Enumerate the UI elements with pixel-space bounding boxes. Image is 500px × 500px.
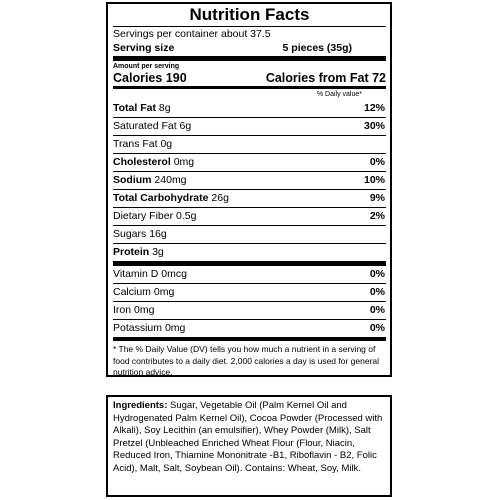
serving-size-value: 5 pieces (35g) xyxy=(282,42,352,54)
nutrient-row xyxy=(113,226,386,244)
nutrient-amount: 8g xyxy=(158,102,171,114)
nutrient-row xyxy=(113,284,386,302)
nutrient-daily-value: 0% xyxy=(369,286,385,298)
nutrient-amount: 0mg xyxy=(153,286,175,298)
vitamin-list xyxy=(113,266,386,337)
nutrient-row xyxy=(113,244,386,261)
nutrient-daily-value: 12% xyxy=(363,102,385,114)
daily-value-footnote: * The % Daily Value (DV) tells you how much a nutrient in a serving of food contributes to a daily diet. 2,000 calories a day is used for general nutrition advice. xyxy=(113,344,380,377)
nutrient-row xyxy=(113,302,386,320)
nutrient-name: Trans Fat xyxy=(113,138,158,150)
daily-value-header: % Daily value* xyxy=(316,91,362,98)
nutrient-amount: 0.5g xyxy=(176,210,197,222)
nutrient-name-amount xyxy=(113,266,187,283)
nutrient-daily-value: 9% xyxy=(369,192,385,204)
nutrient-amount: 0mg xyxy=(134,304,155,316)
nutrient-row xyxy=(113,136,386,154)
nutrient-name: Vitamin D xyxy=(113,268,159,280)
nutrient-name-amount xyxy=(113,118,191,135)
nutrient-name-amount xyxy=(113,136,172,153)
nutrient-name: Iron xyxy=(113,304,132,316)
nutrient-name: Calcium xyxy=(113,286,151,298)
nutrient-row xyxy=(113,100,386,118)
nutrient-amount: 0mg xyxy=(164,322,186,334)
nutrition-facts-panel xyxy=(106,2,392,377)
serving-size-row xyxy=(113,41,386,55)
nutrient-name-amount xyxy=(113,226,167,243)
nutrient-row xyxy=(113,208,386,226)
nutrient-amount: 3g xyxy=(152,246,164,258)
nutrient-name-amount xyxy=(113,208,196,225)
nutrient-daily-value: 0% xyxy=(369,156,385,168)
nutrient-daily-value xyxy=(385,136,386,153)
nutrient-row xyxy=(113,266,386,284)
nutrient-daily-value: 2% xyxy=(369,210,385,222)
ingredients-panel xyxy=(106,395,392,497)
nutrient-amount: 0g xyxy=(160,138,173,150)
nutrient-name: Dietary Fiber xyxy=(113,210,174,222)
nutrient-row xyxy=(113,320,386,337)
nutrient-daily-value: 30% xyxy=(363,120,385,132)
nutrient-name-amount xyxy=(113,154,194,171)
calories-from-fat: Calories from Fat 72 xyxy=(265,71,386,85)
nutrient-daily-value: 10% xyxy=(363,174,385,186)
nutrient-daily-value: 0% xyxy=(369,322,385,334)
nutrient-name-amount xyxy=(113,100,171,117)
nutrient-amount: 0mg xyxy=(173,156,195,168)
servings-per-container: Servings per container about 37.5 xyxy=(113,28,271,40)
nutrient-name-amount xyxy=(113,302,154,319)
nutrient-daily-value xyxy=(385,226,386,243)
nutrient-list xyxy=(113,100,386,261)
calories-row xyxy=(113,71,386,86)
nutrient-name: Sugars xyxy=(113,228,147,240)
nutrient-row xyxy=(113,172,386,190)
nutrient-amount: 26g xyxy=(211,192,229,204)
nutrition-facts-title: Nutrition Facts xyxy=(189,5,310,24)
nutrient-amount: 240mg xyxy=(154,174,187,186)
nutrient-row xyxy=(113,154,386,172)
nutrient-name-amount xyxy=(113,172,187,189)
nutrient-amount: 0mcg xyxy=(161,268,187,280)
nutrient-name: Total Fat xyxy=(113,102,156,114)
amount-per-serving: Amount per serving xyxy=(113,63,180,70)
nutrient-name: Saturated Fat xyxy=(113,120,177,132)
nutrient-name: Cholesterol xyxy=(113,156,171,168)
nutrient-name-amount xyxy=(113,320,185,337)
nutrient-amount: 6g xyxy=(179,120,192,132)
calories: Calories 190 xyxy=(113,71,187,85)
ingredients-label: Ingredients: xyxy=(113,400,168,411)
nutrient-name: Total Carbohydrate xyxy=(113,192,209,204)
nutrient-name-amount xyxy=(113,284,174,301)
nutrient-row xyxy=(113,190,386,208)
nutrient-name-amount xyxy=(113,190,229,207)
ingredients-text: Sugar, Vegetable Oil (Palm Kernel Oil and Hydrogenated Palm Kernel Oil), Cocoa Powder (Processed with Alkali), Soy Lecithin (an emulsifier), Whey Powder (Milk), Salt Pretzel (Unbleached Enriched Wheat Flour (Flour, Niacin, Reduced Iron, Thiamine Mononitrate -B1, Riboflavin - B2, Folic Acid), Malt, Salt, Soybean Oil). Contains: Wheat, Soy, Milk. xyxy=(113,400,383,474)
nutrient-name: Potassium xyxy=(113,322,163,334)
nutrient-daily-value: 0% xyxy=(369,268,385,280)
nutrient-daily-value xyxy=(385,244,386,261)
nutrient-daily-value: 0% xyxy=(369,304,385,316)
nutrient-name-amount xyxy=(113,244,164,261)
nutrient-name: Sodium xyxy=(113,174,152,186)
nutrient-row xyxy=(113,118,386,136)
nutrient-name: Protein xyxy=(113,246,150,258)
nutrient-amount: 16g xyxy=(149,228,167,240)
serving-size-label: Serving size xyxy=(113,42,175,54)
